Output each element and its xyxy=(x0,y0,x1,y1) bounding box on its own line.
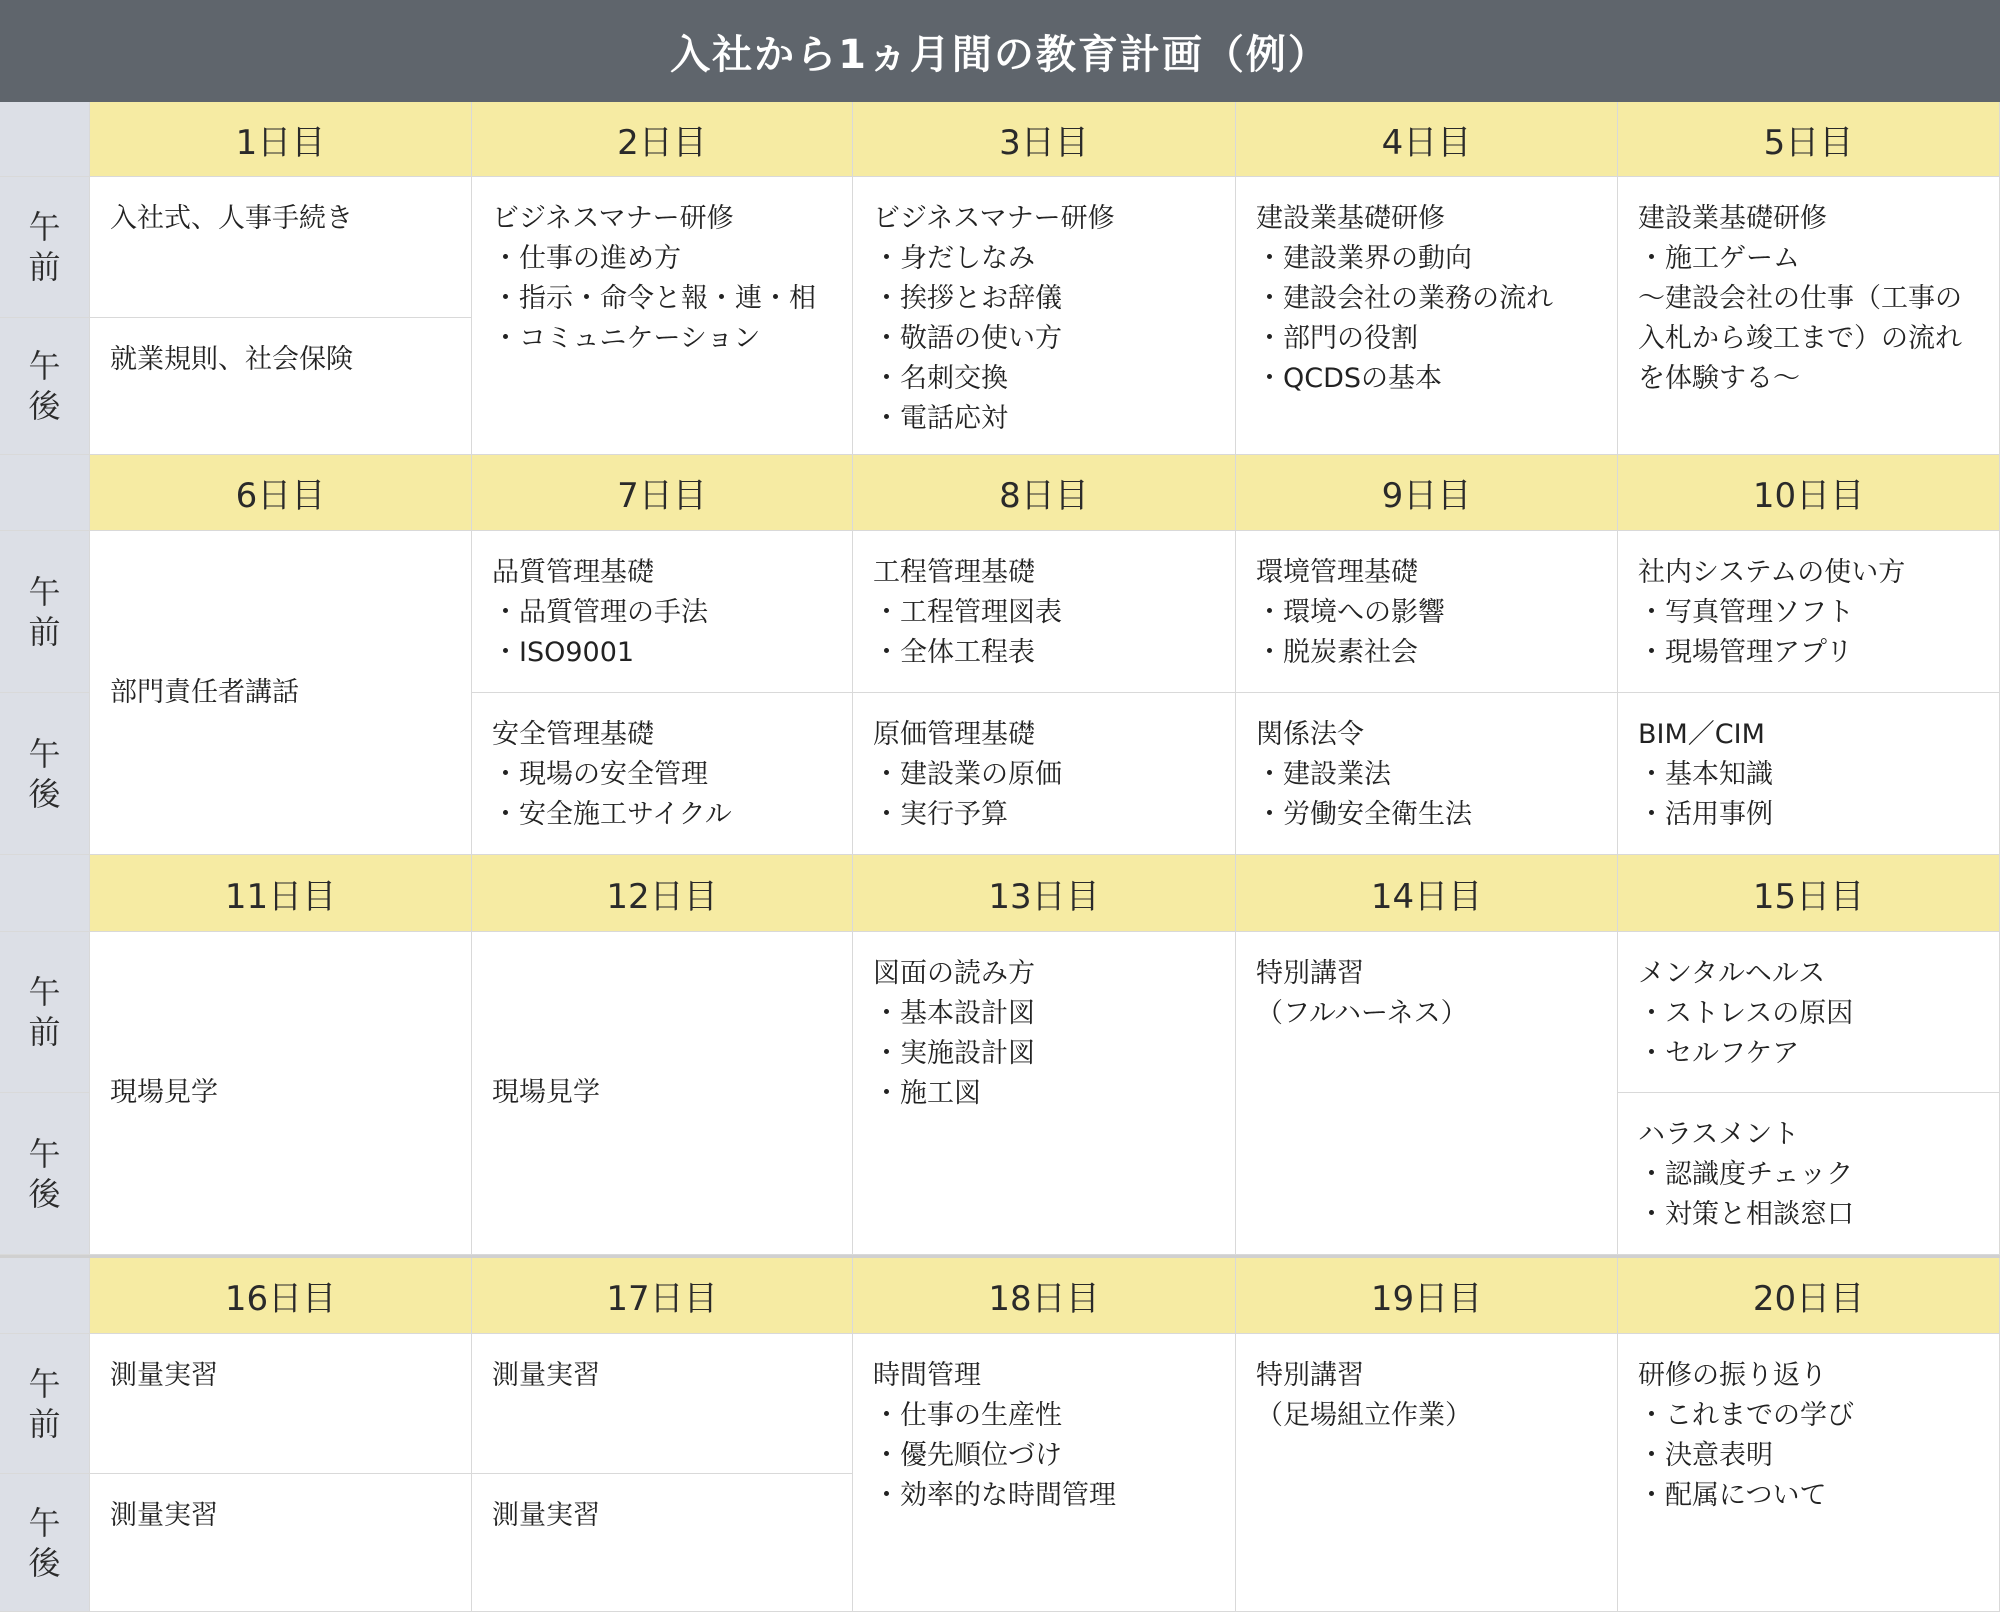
entry-text xyxy=(492,1496,834,1536)
entry-item: ・配属について xyxy=(1638,1480,1827,1511)
full-day-cell xyxy=(1618,177,2000,455)
page-title: 入社から1ヵ月間の教育計画（例） xyxy=(0,0,2000,102)
entry-text xyxy=(1638,553,1981,673)
entry-topic: 建設業基礎研修 xyxy=(1256,203,1445,234)
entry-text xyxy=(1256,954,1599,1034)
am-session-cell xyxy=(472,1334,853,1474)
day-header: 2日目 xyxy=(472,102,853,177)
day-header: 7日目 xyxy=(472,455,853,531)
pm-session-cell xyxy=(472,1474,853,1612)
entry-item: ・ストレスの原因 xyxy=(1638,998,1854,1029)
slot-label-char: 前 xyxy=(28,612,61,651)
day-header: 20日目 xyxy=(1618,1258,2000,1334)
entry-text xyxy=(1638,1356,1981,1516)
full-day-cell xyxy=(1618,1334,2000,1612)
full-day-cell xyxy=(853,932,1236,1255)
entry-text xyxy=(873,715,1217,835)
entry-item: ・施工ゲーム xyxy=(1638,243,1800,274)
entry-text xyxy=(492,715,834,835)
slot-label-char: 午 xyxy=(28,734,61,773)
pm-session-cell xyxy=(1618,693,2000,855)
am-session-cell xyxy=(1236,531,1618,693)
slot-label-char: 午 xyxy=(28,208,61,246)
entry-text xyxy=(110,1356,453,1396)
entry-topic: 研修の振り返り xyxy=(1638,1360,1827,1391)
entry-item: ・ISO9001 xyxy=(492,637,635,668)
am-session-cell xyxy=(1618,932,2000,1093)
entry-item: ・基本設計図 xyxy=(873,998,1035,1029)
entry-item: ・敬語の使い方 xyxy=(873,323,1062,354)
corner-cell xyxy=(0,855,90,932)
day-header: 1日目 xyxy=(90,102,472,177)
slot-label-am xyxy=(0,177,90,318)
entry-topic: 現場見学 xyxy=(492,1077,600,1108)
entry-item: ・施工図 xyxy=(873,1078,981,1109)
entry-text xyxy=(1638,1115,1981,1235)
entry-text xyxy=(1256,553,1599,673)
am-session-cell xyxy=(90,1334,472,1474)
day-header: 16日目 xyxy=(90,1258,472,1334)
entry-topic: 原価管理基礎 xyxy=(873,719,1035,750)
entry-text xyxy=(1638,199,1981,399)
entry-topic: 関係法令 xyxy=(1256,719,1364,750)
entry-text xyxy=(492,199,834,359)
full-day-cell xyxy=(1236,177,1618,455)
slot-label-char: 前 xyxy=(28,1404,61,1443)
day-header: 5日目 xyxy=(1618,102,2000,177)
entry-item: ・決意表明 xyxy=(1638,1440,1773,1471)
entry-item: ・効率的な時間管理 xyxy=(873,1480,1116,1511)
entry-item: ・建設業界の動向 xyxy=(1256,243,1472,274)
entry-topic: 環境管理基礎 xyxy=(1256,557,1418,588)
entry-item: ・部門の役割 xyxy=(1256,323,1418,354)
slot-label-char: 午 xyxy=(28,1503,61,1542)
full-day-cell xyxy=(472,932,853,1255)
entry-text xyxy=(110,340,453,380)
full-day-cell xyxy=(1236,1334,1618,1612)
entry-topic: 現場見学 xyxy=(110,1077,218,1108)
entry-topic: 安全管理基礎 xyxy=(492,719,654,750)
entry-item: ・建設業法 xyxy=(1256,759,1391,790)
entry-item: ・建設会社の業務の流れ xyxy=(1256,283,1553,314)
entry-item: ・優先順位づけ xyxy=(873,1440,1062,1471)
day-header: 11日目 xyxy=(90,855,472,932)
day-header: 13日目 xyxy=(853,855,1236,932)
entry-item: ・安全施工サイクル xyxy=(492,799,732,830)
entry-text xyxy=(873,553,1217,673)
entry-item: ・電話応対 xyxy=(873,403,1008,434)
full-day-cell xyxy=(90,932,472,1255)
am-session-cell xyxy=(1618,531,2000,693)
day-header: 17日目 xyxy=(472,1258,853,1334)
entry-item: ・全体工程表 xyxy=(873,637,1035,668)
slot-label-char: 前 xyxy=(28,1013,61,1051)
day-header: 10日目 xyxy=(1618,455,2000,531)
day-header: 15日目 xyxy=(1618,855,2000,932)
entry-topic: ハラスメント xyxy=(1638,1119,1800,1150)
entry-item: ・仕事の進め方 xyxy=(492,243,681,274)
pm-session-cell xyxy=(90,1474,472,1612)
slot-label-char: 午 xyxy=(28,1134,61,1173)
pm-session-cell xyxy=(90,318,472,455)
entry-topic: 図面の読み方 xyxy=(873,958,1035,989)
slot-label-char: 後 xyxy=(28,387,61,425)
entry-topic: 入社式、人事手続き xyxy=(110,203,353,234)
day-header: 12日目 xyxy=(472,855,853,932)
entry-item: ・挨拶とお辞儀 xyxy=(873,283,1062,314)
day-header: 19日目 xyxy=(1236,1258,1618,1334)
pm-session-cell xyxy=(472,693,853,855)
am-session-cell xyxy=(853,531,1236,693)
full-day-cell xyxy=(1236,932,1618,1255)
entry-text xyxy=(1256,1356,1599,1436)
day-header: 3日目 xyxy=(853,102,1236,177)
entry-item: ・労働安全衛生法 xyxy=(1256,799,1472,830)
corner-cell xyxy=(0,1258,90,1334)
entry-item: ・工程管理図表 xyxy=(873,597,1062,628)
entry-item: ・品質管理の手法 xyxy=(492,597,708,628)
slot-label-am xyxy=(0,531,90,693)
am-session-cell xyxy=(472,531,853,693)
entry-text xyxy=(492,1356,834,1396)
entry-item: ・仕事の生産性 xyxy=(873,1400,1062,1431)
am-session-cell xyxy=(90,177,472,318)
entry-item: ・建設業の原価 xyxy=(873,759,1062,790)
day-header: 4日目 xyxy=(1236,102,1618,177)
entry-text xyxy=(873,199,1217,439)
entry-topic: 特別講習 xyxy=(1256,958,1364,989)
entry-item: ・コミュニケーション xyxy=(492,323,761,354)
entry-text xyxy=(110,673,299,713)
entry-item: ・身だしなみ xyxy=(873,243,1035,274)
entry-text xyxy=(110,1496,453,1536)
entry-text xyxy=(492,1073,600,1113)
slot-label-am xyxy=(0,932,90,1093)
corner-cell xyxy=(0,102,90,177)
entry-topic: 測量実習 xyxy=(110,1500,218,1531)
slot-label-char: 後 xyxy=(28,1543,61,1582)
slot-label-char: 後 xyxy=(28,774,61,813)
full-day-cell xyxy=(90,531,472,855)
pm-session-cell xyxy=(853,693,1236,855)
day-header: 18日目 xyxy=(853,1258,1236,1334)
slot-label-pm xyxy=(0,318,90,455)
entry-item: ・セルフケア xyxy=(1638,1038,1800,1069)
entry-item: ・認識度チェック xyxy=(1638,1159,1854,1190)
full-day-cell xyxy=(853,177,1236,455)
entry-item: ・環境への影響 xyxy=(1256,597,1445,628)
day-header: 14日目 xyxy=(1236,855,1618,932)
entry-topic: 測量実習 xyxy=(492,1360,600,1391)
entry-topic: 測量実習 xyxy=(492,1500,600,1531)
entry-item: （足場組立作業） xyxy=(1256,1400,1472,1431)
slot-label-char: 午 xyxy=(28,347,61,385)
entry-item: ・実行予算 xyxy=(873,799,1008,830)
corner-cell xyxy=(0,455,90,531)
pm-session-cell xyxy=(1236,693,1618,855)
slot-label-am xyxy=(0,1334,90,1474)
entry-topic: メンタルヘルス xyxy=(1638,958,1826,989)
entry-text xyxy=(1256,199,1599,399)
entry-text xyxy=(1638,715,1981,835)
slot-label-char: 午 xyxy=(28,1364,61,1403)
slot-label-pm xyxy=(0,693,90,855)
entry-item: ・脱炭素社会 xyxy=(1256,637,1418,668)
full-day-cell xyxy=(853,1334,1236,1612)
entry-topic: 品質管理基礎 xyxy=(492,557,654,588)
entry-text xyxy=(1256,715,1599,835)
entry-text xyxy=(110,1073,218,1113)
entry-topic: 社内システムの使い方 xyxy=(1638,557,1906,588)
full-day-cell xyxy=(472,177,853,455)
entry-item: ・これまでの学び xyxy=(1638,1400,1854,1431)
entry-topic: 就業規則、社会保険 xyxy=(110,344,353,375)
day-header: 6日目 xyxy=(90,455,472,531)
entry-item: ・QCDSの基本 xyxy=(1256,363,1443,394)
pm-session-cell xyxy=(1618,1093,2000,1255)
entry-item: ・活用事例 xyxy=(1638,799,1773,830)
entry-topic: 特別講習 xyxy=(1256,1360,1364,1391)
entry-topic: BIM／CIM xyxy=(1638,719,1765,750)
entry-item: ・指示・命令と報・連・相 xyxy=(492,283,816,314)
entry-topic: 工程管理基礎 xyxy=(873,557,1035,588)
day-header: 9日目 xyxy=(1236,455,1618,531)
entry-item: ・現場の安全管理 xyxy=(492,759,708,790)
entry-topic: 部門責任者講話 xyxy=(110,676,299,708)
day-header: 8日目 xyxy=(853,455,1236,531)
entry-text xyxy=(1638,954,1981,1074)
entry-topic: 測量実習 xyxy=(110,1360,218,1391)
slot-label-pm xyxy=(0,1093,90,1255)
entry-topic: ビジネスマナー研修 xyxy=(873,203,1115,234)
entry-item: ～建設会社の仕事（工事の入札から竣工まで）の流れを体験する～ xyxy=(1638,283,1962,394)
entry-text xyxy=(110,199,453,239)
entry-topic: ビジネスマナー研修 xyxy=(492,203,734,234)
slot-label-char: 午 xyxy=(28,572,61,611)
entry-text xyxy=(873,954,1217,1114)
entry-item: （フルハーネス） xyxy=(1256,998,1468,1029)
entry-text xyxy=(873,1356,1217,1516)
entry-item: ・実施設計図 xyxy=(873,1038,1035,1069)
entry-item: ・対策と相談窓口 xyxy=(1638,1199,1854,1230)
slot-label-char: 後 xyxy=(28,1174,61,1213)
entry-text xyxy=(492,553,834,673)
slot-label-pm xyxy=(0,1474,90,1612)
entry-item: ・現場管理アプリ xyxy=(1638,637,1853,668)
slot-label-char: 午 xyxy=(28,973,61,1011)
entry-item: ・名刺交換 xyxy=(873,363,1008,394)
block-separator xyxy=(0,1255,2000,1258)
slot-label-char: 前 xyxy=(28,248,61,286)
entry-topic: 建設業基礎研修 xyxy=(1638,203,1827,234)
entry-topic: 時間管理 xyxy=(873,1360,981,1391)
entry-item: ・写真管理ソフト xyxy=(1638,597,1854,628)
entry-item: ・基本知識 xyxy=(1638,759,1773,790)
